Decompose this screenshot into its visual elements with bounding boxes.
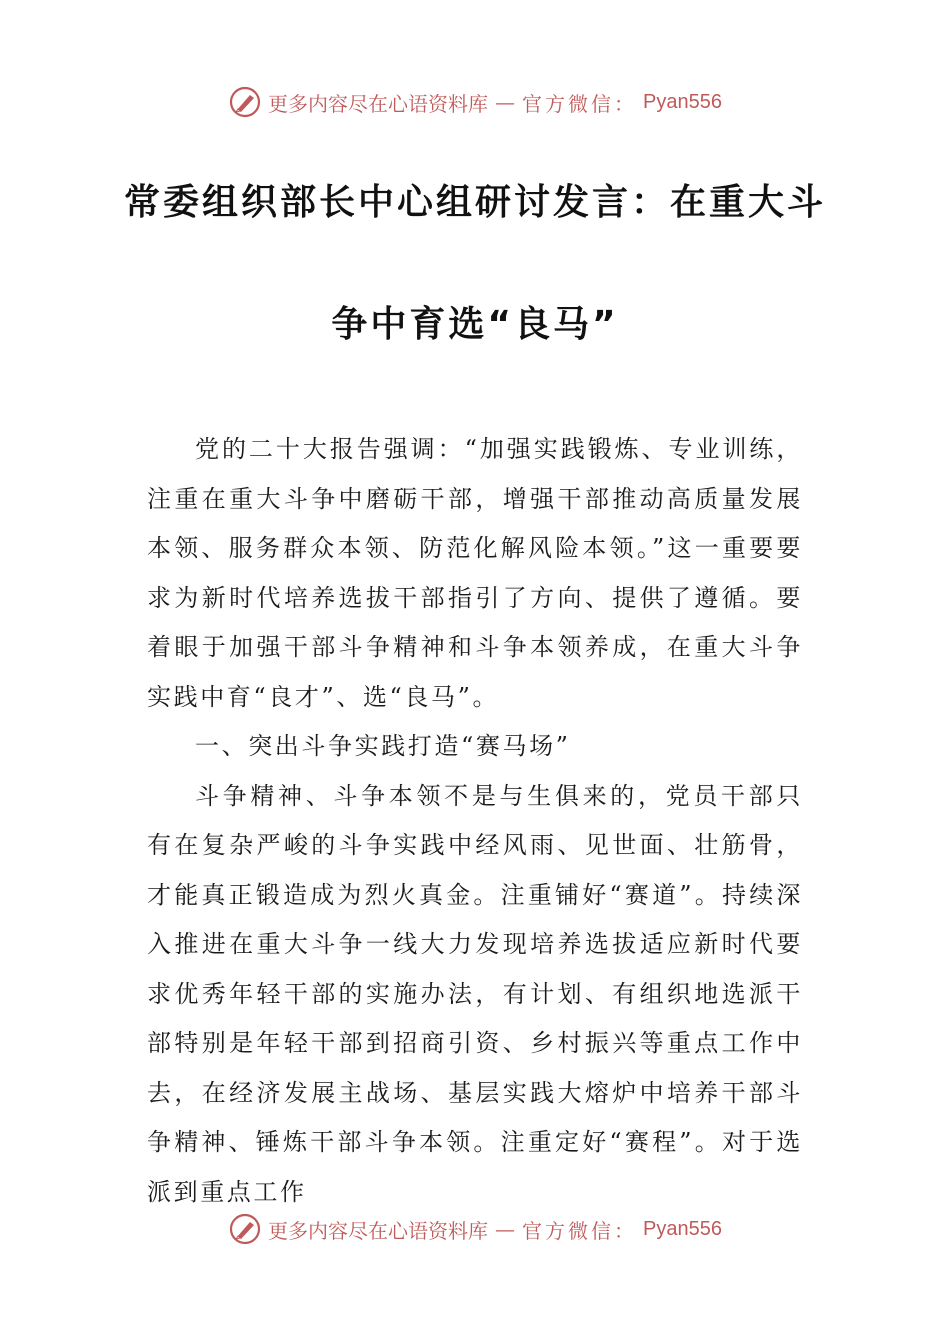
document-title-line2: 争中育选“良马” [331,304,619,345]
watermark-text: 更多内容尽在心语资料库 [268,1218,489,1243]
document-title-line1: 常委组织部长中心组研讨发言：在重大斗 [123,182,826,223]
watermark-text: 更多内容尽在心语资料库 [268,91,489,116]
pen-circle-icon [228,1212,262,1246]
header-watermark [0,82,950,122]
paragraph-intro: 党的二十大报告强调：“加强实践锻炼、专业训练，注重在重大斗争中磨砺干部，增强干部推动高质量发展本领、服务群众本领、防范化解风险本领。”这一重要要求为新时代培养选拔干部指引了方向、提供了遵循。要着眼于加强干部斗争精神和斗争本领养成，在重大斗争实践中育“良才”、选“良马”。 [147,435,803,711]
watermark-dash: — [495,90,516,114]
footer-watermark [0,1209,950,1249]
watermark-dash: — [495,1217,516,1241]
watermark-id: Pyan556 [643,1217,722,1240]
section-heading: 一、突出斗争实践打造“赛马场” [195,732,571,760]
pen-circle-icon [228,85,262,119]
watermark-label: 官方微信： [522,1218,638,1243]
watermark-label: 官方微信： [522,91,638,116]
watermark-id: Pyan556 [643,90,722,113]
paragraph-section1: 斗争精神、斗争本领不是与生俱来的，党员干部只有在复杂严峻的斗争实践中经风雨、见世面、壮筋骨，才能真正锻造成为烈火真金。注重铺好“赛道”。持续深入推进在重大斗争一线大力发现培养选拔适应新时代要求优秀年轻干部的实施办法，有计划、有组织地选派干部特别是年轻干部到招商引资、乡村振兴等重点工作中去，在经济发展主战场、基层实践大熔炉中培养干部斗争精神、锤炼干部斗争本领。注重定好“赛程”。对于选派到重点工作 [147,781,803,1206]
document-body [147,425,803,1217]
